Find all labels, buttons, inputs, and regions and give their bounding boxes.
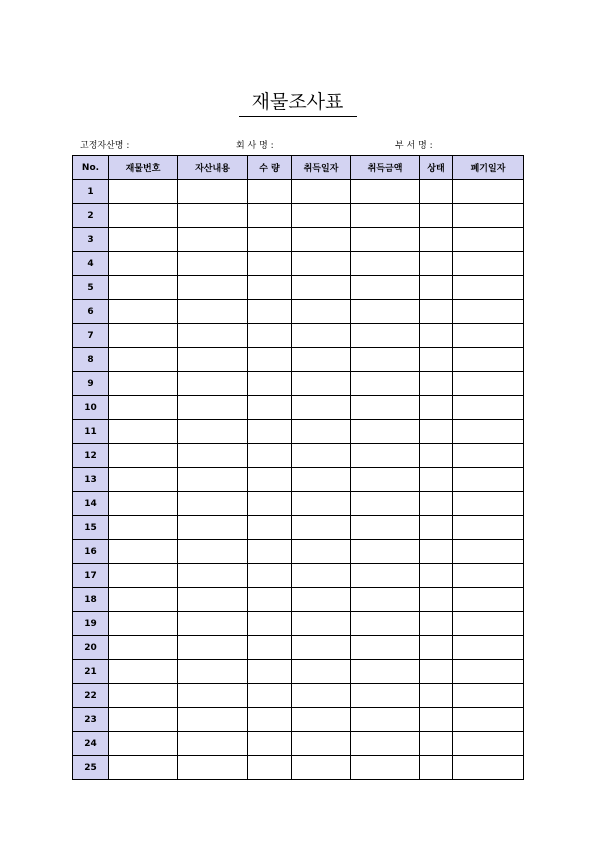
status-cell[interactable] (420, 228, 453, 252)
table-header-row (73, 156, 524, 180)
asset-number-cell[interactable] (109, 468, 178, 492)
disposal-date-cell[interactable] (453, 324, 524, 348)
acquisition-date-cell[interactable] (292, 204, 351, 228)
status-cell[interactable] (420, 252, 453, 276)
acquisition-amount-cell[interactable] (351, 756, 420, 780)
row-number: 10 (73, 396, 109, 420)
table-row (73, 516, 524, 540)
disposal-date-cell[interactable] (453, 444, 524, 468)
status-cell[interactable] (420, 396, 453, 420)
acquisition-date-cell[interactable] (292, 252, 351, 276)
header-acquisition-date: 취득일자 (292, 156, 351, 180)
row-number: 9 (73, 372, 109, 396)
asset-number-cell[interactable] (109, 444, 178, 468)
acquisition-amount-cell[interactable] (351, 708, 420, 732)
status-cell[interactable] (420, 540, 453, 564)
title-underline (239, 116, 357, 117)
disposal-date-cell[interactable] (453, 564, 524, 588)
asset-number-cell[interactable] (109, 372, 178, 396)
row-number: 24 (73, 732, 109, 756)
asset-description-cell[interactable] (178, 756, 248, 780)
row-number: 25 (73, 756, 109, 780)
asset-number-cell[interactable] (109, 516, 178, 540)
quantity-cell[interactable] (248, 756, 292, 780)
quantity-cell[interactable] (248, 228, 292, 252)
asset-description-cell[interactable] (178, 468, 248, 492)
acquisition-amount-cell[interactable] (351, 180, 420, 204)
asset-number-cell[interactable] (109, 276, 178, 300)
disposal-date-cell[interactable] (453, 684, 524, 708)
asset-number-cell[interactable] (109, 684, 178, 708)
table-row (73, 372, 524, 396)
acquisition-date-cell[interactable] (292, 492, 351, 516)
acquisition-amount-cell[interactable] (351, 564, 420, 588)
row-number: 16 (73, 540, 109, 564)
acquisition-amount-cell[interactable] (351, 372, 420, 396)
asset-description-cell[interactable] (178, 444, 248, 468)
row-number: 6 (73, 300, 109, 324)
page-title: 재물조사표 (251, 91, 344, 113)
asset-description-cell[interactable] (178, 588, 248, 612)
acquisition-date-cell[interactable] (292, 300, 351, 324)
acquisition-amount-cell[interactable] (351, 540, 420, 564)
acquisition-date-cell[interactable] (292, 756, 351, 780)
disposal-date-cell[interactable] (453, 276, 524, 300)
status-cell[interactable] (420, 372, 453, 396)
header-status: 상태 (420, 156, 453, 180)
quantity-cell[interactable] (248, 468, 292, 492)
status-cell[interactable] (420, 444, 453, 468)
disposal-date-cell[interactable] (453, 756, 524, 780)
disposal-date-cell[interactable] (453, 228, 524, 252)
status-cell[interactable] (420, 756, 453, 780)
status-cell[interactable] (420, 468, 453, 492)
header-acquisition-amount: 취득금액 (351, 156, 420, 180)
asset-number-cell[interactable] (109, 732, 178, 756)
status-cell[interactable] (420, 420, 453, 444)
quantity-cell[interactable] (248, 420, 292, 444)
status-cell[interactable] (420, 636, 453, 660)
acquisition-date-cell[interactable] (292, 444, 351, 468)
acquisition-amount-cell[interactable] (351, 228, 420, 252)
acquisition-date-cell[interactable] (292, 396, 351, 420)
table-row (73, 420, 524, 444)
asset-description-cell[interactable] (178, 276, 248, 300)
disposal-date-cell[interactable] (453, 516, 524, 540)
acquisition-amount-cell[interactable] (351, 684, 420, 708)
acquisition-date-cell[interactable] (292, 420, 351, 444)
quantity-cell[interactable] (248, 540, 292, 564)
status-cell[interactable] (420, 516, 453, 540)
acquisition-date-cell[interactable] (292, 180, 351, 204)
asset-description-cell[interactable] (178, 204, 248, 228)
table-row (73, 564, 524, 588)
asset-description-cell[interactable] (178, 372, 248, 396)
row-number: 19 (73, 612, 109, 636)
row-number: 11 (73, 420, 109, 444)
table-row (73, 252, 524, 276)
asset-description-cell[interactable] (178, 492, 248, 516)
disposal-date-cell[interactable] (453, 732, 524, 756)
quantity-cell[interactable] (248, 708, 292, 732)
header-disposal-date: 폐기일자 (453, 156, 524, 180)
asset-description-cell[interactable] (178, 708, 248, 732)
disposal-date-cell[interactable] (453, 708, 524, 732)
asset-number-cell[interactable] (109, 252, 178, 276)
status-cell[interactable] (420, 684, 453, 708)
asset-number-cell[interactable] (109, 660, 178, 684)
asset-description-cell[interactable] (178, 732, 248, 756)
acquisition-date-cell[interactable] (292, 540, 351, 564)
asset-number-cell[interactable] (109, 756, 178, 780)
asset-number-cell[interactable] (109, 228, 178, 252)
acquisition-date-cell[interactable] (292, 660, 351, 684)
table-row (73, 708, 524, 732)
row-number: 13 (73, 468, 109, 492)
status-cell[interactable] (420, 276, 453, 300)
asset-number-cell[interactable] (109, 420, 178, 444)
asset-number-cell[interactable] (109, 636, 178, 660)
quantity-cell[interactable] (248, 564, 292, 588)
acquisition-date-cell[interactable] (292, 612, 351, 636)
asset-name-label: 고정자산명 : (80, 141, 130, 151)
disposal-date-cell[interactable] (453, 300, 524, 324)
acquisition-amount-cell[interactable] (351, 348, 420, 372)
table-row (73, 612, 524, 636)
table-row (73, 588, 524, 612)
disposal-date-cell[interactable] (453, 348, 524, 372)
row-number: 23 (73, 708, 109, 732)
row-number: 18 (73, 588, 109, 612)
asset-description-cell[interactable] (178, 420, 248, 444)
row-number: 1 (73, 180, 109, 204)
table-row (73, 540, 524, 564)
asset-description-cell[interactable] (178, 300, 248, 324)
status-cell[interactable] (420, 324, 453, 348)
quantity-cell[interactable] (248, 276, 292, 300)
status-cell[interactable] (420, 300, 453, 324)
disposal-date-cell[interactable] (453, 204, 524, 228)
asset-description-cell[interactable] (178, 348, 248, 372)
acquisition-amount-cell[interactable] (351, 732, 420, 756)
status-cell[interactable] (420, 612, 453, 636)
quantity-cell[interactable] (248, 516, 292, 540)
table-row (73, 732, 524, 756)
status-cell[interactable] (420, 660, 453, 684)
acquisition-date-cell[interactable] (292, 732, 351, 756)
table-row (73, 444, 524, 468)
acquisition-date-cell[interactable] (292, 564, 351, 588)
acquisition-date-cell[interactable] (292, 324, 351, 348)
table-row (73, 660, 524, 684)
disposal-date-cell[interactable] (453, 540, 524, 564)
quantity-cell[interactable] (248, 492, 292, 516)
disposal-date-cell[interactable] (453, 588, 524, 612)
acquisition-amount-cell[interactable] (351, 468, 420, 492)
disposal-date-cell[interactable] (453, 660, 524, 684)
table-row (73, 756, 524, 780)
disposal-date-cell[interactable] (453, 636, 524, 660)
asset-description-cell[interactable] (178, 612, 248, 636)
table-row (73, 348, 524, 372)
quantity-cell[interactable] (248, 660, 292, 684)
acquisition-amount-cell[interactable] (351, 204, 420, 228)
asset-number-cell[interactable] (109, 708, 178, 732)
row-number: 20 (73, 636, 109, 660)
asset-number-cell[interactable] (109, 540, 178, 564)
quantity-cell[interactable] (248, 612, 292, 636)
asset-description-cell[interactable] (178, 324, 248, 348)
acquisition-date-cell[interactable] (292, 708, 351, 732)
acquisition-amount-cell[interactable] (351, 492, 420, 516)
table-row (73, 684, 524, 708)
acquisition-amount-cell[interactable] (351, 300, 420, 324)
asset-number-cell[interactable] (109, 564, 178, 588)
status-cell[interactable] (420, 564, 453, 588)
disposal-date-cell[interactable] (453, 420, 524, 444)
acquisition-amount-cell[interactable] (351, 420, 420, 444)
header-asset-description: 자산내용 (178, 156, 248, 180)
quantity-cell[interactable] (248, 732, 292, 756)
header-asset-number: 재물번호 (109, 156, 178, 180)
table-row (73, 468, 524, 492)
acquisition-amount-cell[interactable] (351, 660, 420, 684)
quantity-cell[interactable] (248, 636, 292, 660)
acquisition-amount-cell[interactable] (351, 444, 420, 468)
row-number: 21 (73, 660, 109, 684)
quantity-cell[interactable] (248, 444, 292, 468)
disposal-date-cell[interactable] (453, 180, 524, 204)
acquisition-date-cell[interactable] (292, 588, 351, 612)
acquisition-amount-cell[interactable] (351, 636, 420, 660)
status-cell[interactable] (420, 204, 453, 228)
acquisition-date-cell[interactable] (292, 684, 351, 708)
acquisition-date-cell[interactable] (292, 636, 351, 660)
quantity-cell[interactable] (248, 396, 292, 420)
status-cell[interactable] (420, 588, 453, 612)
asset-number-cell[interactable] (109, 348, 178, 372)
table-row (73, 276, 524, 300)
quantity-cell[interactable] (248, 252, 292, 276)
asset-description-cell[interactable] (178, 228, 248, 252)
asset-number-cell[interactable] (109, 300, 178, 324)
acquisition-amount-cell[interactable] (351, 516, 420, 540)
inventory-table (72, 155, 524, 780)
table-row (73, 492, 524, 516)
row-number: 14 (73, 492, 109, 516)
asset-description-cell[interactable] (178, 564, 248, 588)
acquisition-amount-cell[interactable] (351, 612, 420, 636)
table-row (73, 180, 524, 204)
asset-description-cell[interactable] (178, 252, 248, 276)
acquisition-date-cell[interactable] (292, 468, 351, 492)
acquisition-date-cell[interactable] (292, 516, 351, 540)
row-number: 4 (73, 252, 109, 276)
asset-description-cell[interactable] (178, 636, 248, 660)
quantity-cell[interactable] (248, 348, 292, 372)
row-number: 7 (73, 324, 109, 348)
row-number: 12 (73, 444, 109, 468)
acquisition-amount-cell[interactable] (351, 252, 420, 276)
asset-number-cell[interactable] (109, 180, 178, 204)
acquisition-date-cell[interactable] (292, 276, 351, 300)
row-number: 15 (73, 516, 109, 540)
asset-number-cell[interactable] (109, 204, 178, 228)
status-cell[interactable] (420, 708, 453, 732)
table-row (73, 396, 524, 420)
disposal-date-cell[interactable] (453, 252, 524, 276)
asset-number-cell[interactable] (109, 324, 178, 348)
acquisition-amount-cell[interactable] (351, 396, 420, 420)
acquisition-amount-cell[interactable] (351, 588, 420, 612)
table-row (73, 204, 524, 228)
acquisition-date-cell[interactable] (292, 372, 351, 396)
disposal-date-cell[interactable] (453, 372, 524, 396)
quantity-cell[interactable] (248, 684, 292, 708)
asset-description-cell[interactable] (178, 516, 248, 540)
quantity-cell[interactable] (248, 324, 292, 348)
quantity-cell[interactable] (248, 300, 292, 324)
asset-description-cell[interactable] (178, 180, 248, 204)
status-cell[interactable] (420, 180, 453, 204)
row-number: 17 (73, 564, 109, 588)
acquisition-date-cell[interactable] (292, 348, 351, 372)
quantity-cell[interactable] (248, 180, 292, 204)
acquisition-amount-cell[interactable] (351, 276, 420, 300)
row-number: 2 (73, 204, 109, 228)
asset-number-cell[interactable] (109, 612, 178, 636)
quantity-cell[interactable] (248, 372, 292, 396)
status-cell[interactable] (420, 492, 453, 516)
acquisition-amount-cell[interactable] (351, 324, 420, 348)
header-no: No. (73, 156, 109, 180)
asset-description-cell[interactable] (178, 660, 248, 684)
quantity-cell[interactable] (248, 204, 292, 228)
company-name-label: 회 사 명 : (236, 141, 274, 151)
asset-description-cell[interactable] (178, 540, 248, 564)
header-quantity: 수 량 (248, 156, 292, 180)
table-row (73, 324, 524, 348)
asset-number-cell[interactable] (109, 396, 178, 420)
status-cell[interactable] (420, 348, 453, 372)
disposal-date-cell[interactable] (453, 492, 524, 516)
quantity-cell[interactable] (248, 588, 292, 612)
table-row (73, 636, 524, 660)
table-row (73, 228, 524, 252)
disposal-date-cell[interactable] (453, 396, 524, 420)
disposal-date-cell[interactable] (453, 612, 524, 636)
row-number: 8 (73, 348, 109, 372)
department-name-label: 부 서 명 : (395, 141, 433, 151)
table-row (73, 300, 524, 324)
asset-number-cell[interactable] (109, 492, 178, 516)
status-cell[interactable] (420, 732, 453, 756)
acquisition-date-cell[interactable] (292, 228, 351, 252)
asset-description-cell[interactable] (178, 684, 248, 708)
row-number: 5 (73, 276, 109, 300)
asset-description-cell[interactable] (178, 396, 248, 420)
asset-number-cell[interactable] (109, 588, 178, 612)
row-number: 22 (73, 684, 109, 708)
row-number: 3 (73, 228, 109, 252)
disposal-date-cell[interactable] (453, 468, 524, 492)
